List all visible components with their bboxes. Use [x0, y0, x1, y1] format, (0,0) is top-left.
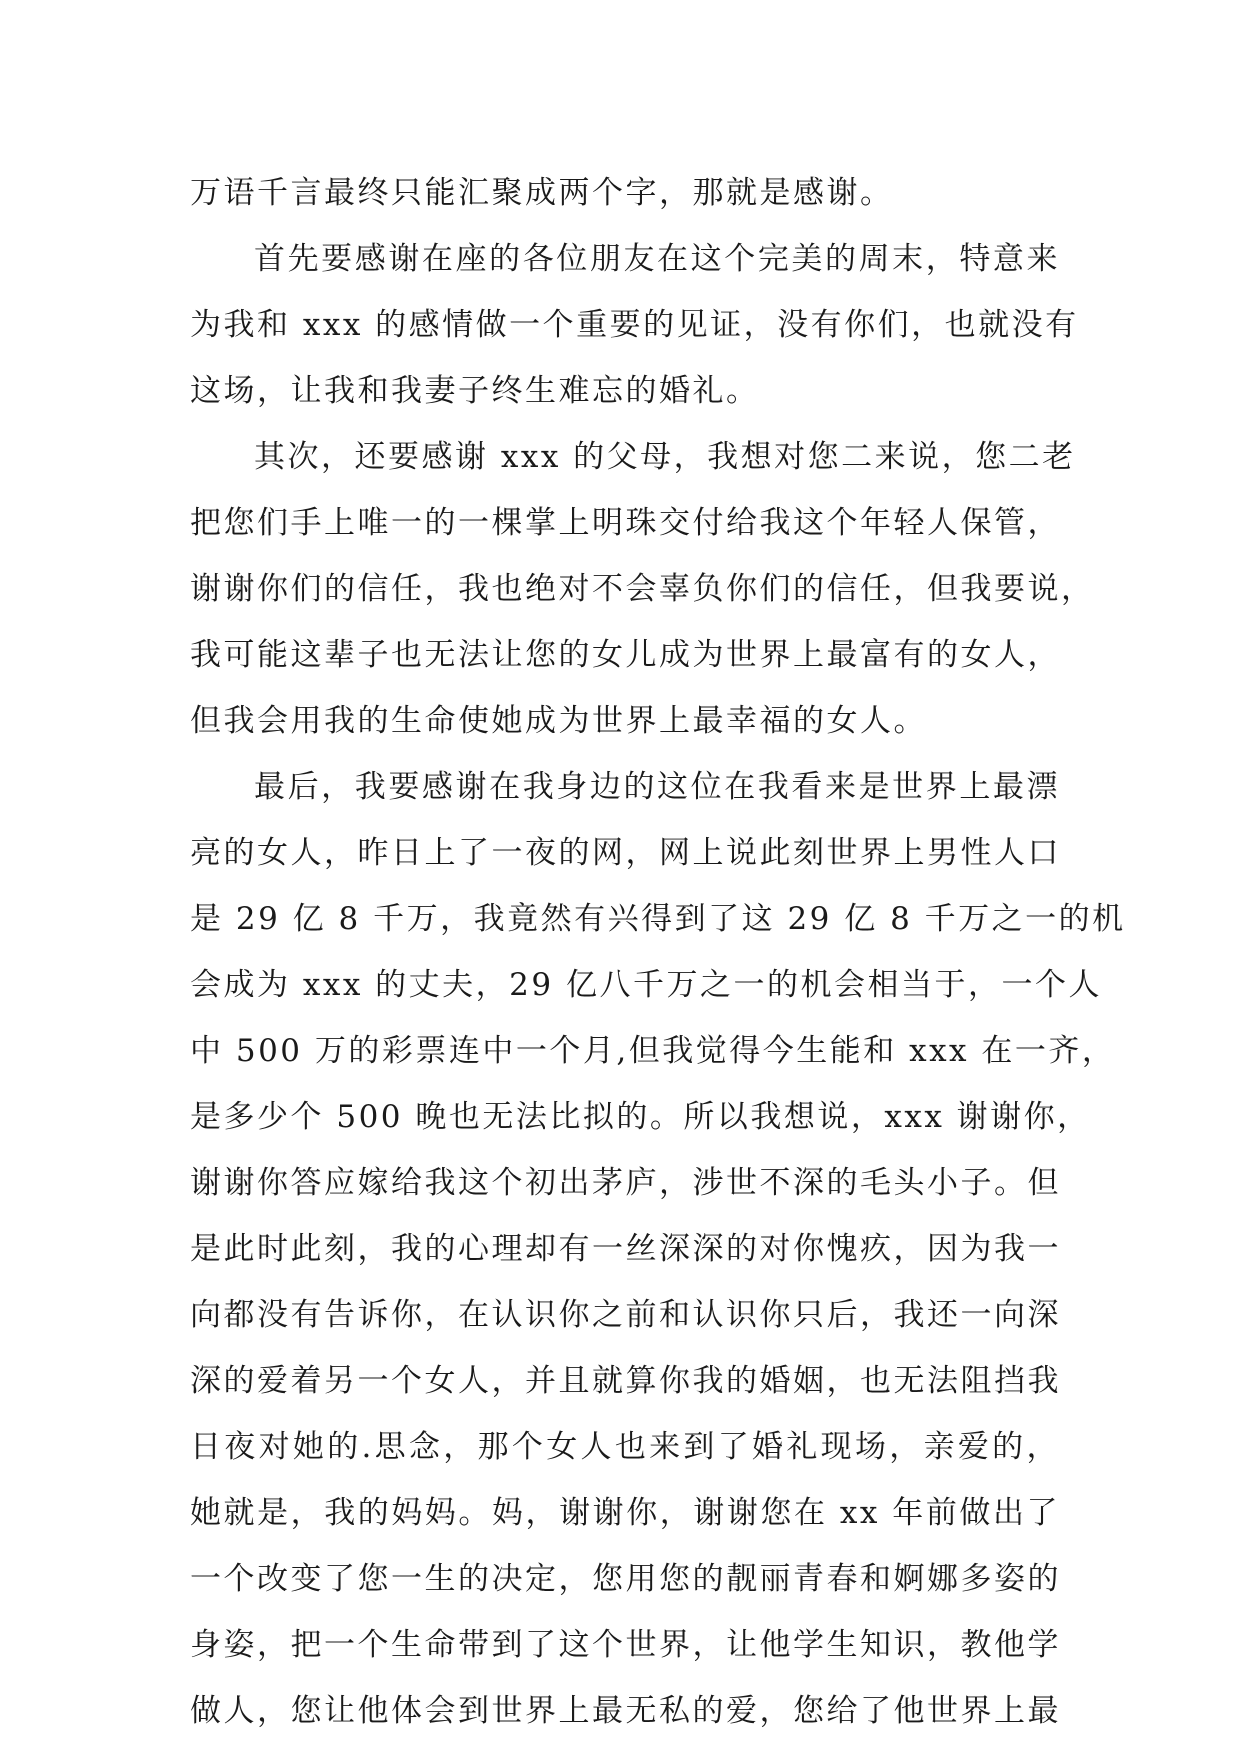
text-line: 身姿，把一个生命带到了这个世界，让他学生知识，教他学 — [190, 1627, 1061, 1663]
text-line: 做人，您让他体会到世界上最无私的爱，您给了他世界上最 — [190, 1693, 1061, 1729]
text-line: 但我会用我的生命使她成为世界上最幸福的女人。 — [190, 703, 927, 739]
text-line: 谢谢你们的信任，我也绝对不会辜负你们的信任，但我要说， — [190, 571, 1095, 607]
text-line: 会成为 xxx 的丈夫，29 亿八千万之一的机会相当于，一个人 — [190, 967, 1102, 1003]
text-line: 中 500 万的彩票连中一个月,但我觉得今生能和 xxx 在一齐， — [190, 1033, 1116, 1069]
text-line: 这场，让我和我妻子终生难忘的婚礼。 — [190, 373, 760, 409]
text-line: 万语千言最终只能汇聚成两个字，那就是感谢。 — [190, 175, 894, 211]
text-line: 是多少个 500 晚也无法比拟的。所以我想说，xxx 谢谢你， — [190, 1099, 1091, 1135]
text-line: 把您们手上唯一的一棵掌上明珠交付给我这个年轻人保管， — [190, 505, 1061, 541]
text-line: 她就是，我的妈妈。妈，谢谢你，谢谢您在 xx 年前做出了 — [190, 1495, 1060, 1531]
body-text — [190, 160, 1126, 1744]
text-line: 日夜对她的.思念，那个女人也来到了婚礼现场，亲爱的， — [190, 1429, 1060, 1465]
text-line: 谢谢你答应嫁给我这个初出茅庐，涉世不深的毛头小子。但 — [190, 1165, 1061, 1201]
text-line: 深的爱着另一个女人，并且就算你我的婚姻，也无法阻挡我 — [190, 1363, 1061, 1399]
text-line: 亮的女人，昨日上了一夜的网，网上说此刻世界上男性人口 — [190, 835, 1061, 871]
text-line: 向都没有告诉你，在认识你之前和认识你只后，我还一向深 — [190, 1297, 1061, 1333]
text-line: 为我和 xxx 的感情做一个重要的见证，没有你们，也就没有 — [190, 307, 1079, 343]
text-line: 一个改变了您一生的决定，您用您的靓丽青春和婀娜多姿的 — [190, 1561, 1061, 1597]
text-line: 最后，我要感谢在我身边的这位在我看来是世界上最漂 — [254, 769, 1060, 805]
text-line: 是 29 亿 8 千万，我竟然有兴得到了这 29 亿 8 千万之一的机 — [190, 901, 1126, 937]
text-line: 是此时此刻，我的心理却有一丝深深的对你愧疚，因为我一 — [190, 1231, 1061, 1267]
text-line: 我可能这辈子也无法让您的女儿成为世界上最富有的女人， — [190, 637, 1061, 673]
text-line: 首先要感谢在座的各位朋友在这个完美的周末，特意来 — [254, 241, 1060, 277]
text-line: 其次，还要感谢 xxx 的父母，我想对您二来说，您二老 — [254, 439, 1076, 475]
